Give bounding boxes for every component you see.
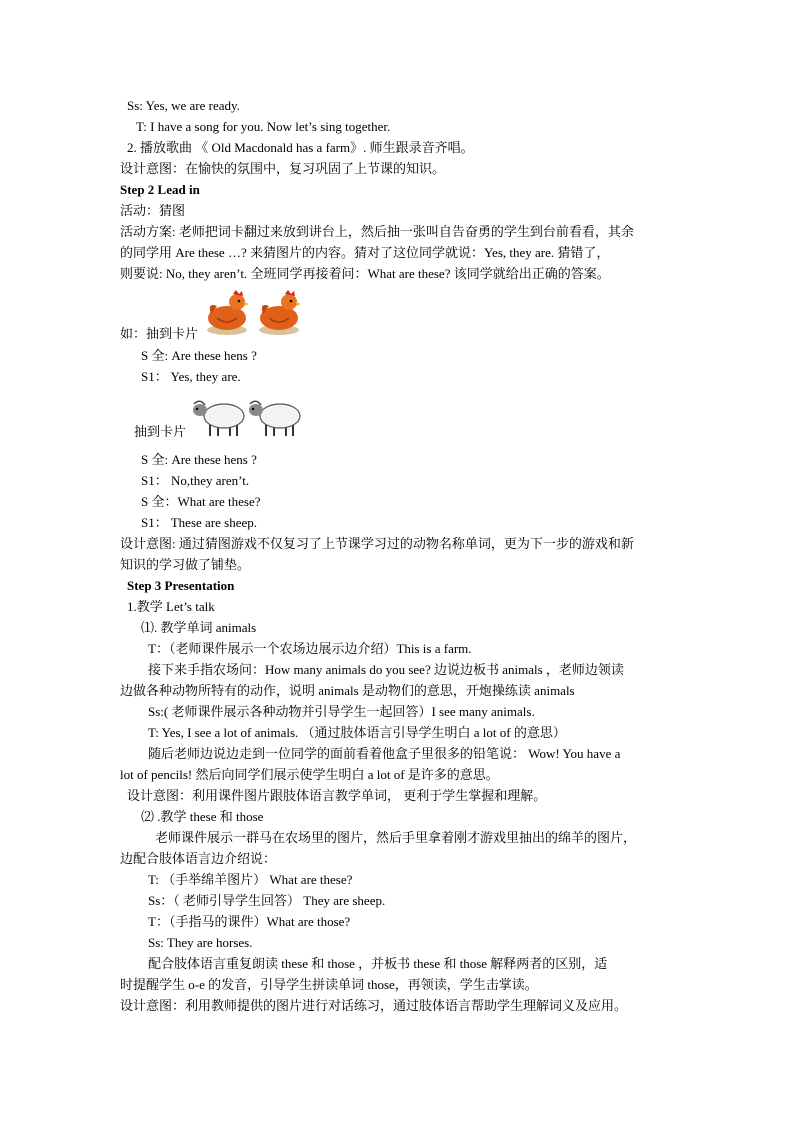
- text-line: Ss：（ 老师引导学生回答） They are sheep.: [148, 893, 386, 908]
- text-line: 边配合肢体语言边介绍说：: [120, 851, 277, 866]
- text-line: 接下来手指农场问：How many animals do you see? 边说边板书 animals ，老师边领读: [148, 662, 624, 677]
- text-line: T: Yes, I see a lot of animals. （通过肢体语言引导学生明白 a lot of 的意思）: [148, 725, 566, 740]
- text-line: lot of pencils! 然后向同学们展示使学生明白 a lot of 是许多的意思。: [120, 767, 499, 782]
- sheep-icon: [193, 401, 244, 436]
- text-line: 1.教学 Let’s talk: [127, 599, 215, 614]
- design-intent: 设计意图: 通过猜图游戏不仅复习了上节课学习过的动物名称单词，更为下一步的游戏和新: [120, 536, 634, 551]
- text-line: 则要说: No, they aren’t. 全班同学再接着问：What are these? 该同学就给出正确的答案。: [120, 266, 610, 281]
- text-line: T: （手举绵羊图片） What are these?: [148, 872, 353, 887]
- hen-card-image: [203, 288, 305, 336]
- text-line: 活动方案: 老师把词卡翻过来放到讲台上，然后抽一张叫自告奋勇的学生到台前看看，其余: [120, 224, 634, 239]
- text-line: T: I have a song for you. Now let’s sing together.: [136, 119, 391, 134]
- text-line: 如：抽到卡片: [120, 326, 199, 341]
- hen-icon: [207, 290, 249, 335]
- text-line: 活动：猜图: [120, 203, 186, 218]
- text-line: 配合肢体语言重复朗读 these 和 those ，并板书 these 和 those 解释两者的区别，适: [148, 956, 608, 971]
- text-line: S 全: Are these hens ?: [141, 452, 257, 467]
- hen-icon: [259, 290, 301, 335]
- sheep-card-image: [190, 396, 302, 438]
- text-line: ⑵ .教学 these 和 those: [141, 809, 264, 824]
- design-intent: 设计意图：利用课件图片跟肢体语言教学单词， 更利于学生掌握和理解。: [127, 788, 547, 803]
- text-line: 的同学用 Are these …? 来猜图片的内容。猜对了这位同学就说：Yes, they are. 猜错了，: [120, 245, 610, 260]
- text-line: T：（手指马的课件）What are those?: [148, 914, 351, 929]
- text-line: S 全：What are these?: [141, 494, 261, 509]
- text-line: ⑴. 教学单词 animals: [141, 620, 257, 635]
- text-line: 时提醒学生 o-e 的发音，引导学生拼读单词 those，再领读，学生击掌读。: [120, 977, 538, 992]
- step-heading: Step 2 Lead in: [120, 182, 200, 197]
- text-line: 2. 播放歌曲 《 Old Macdonald has a farm》. 师生跟录音齐唱。: [127, 140, 474, 155]
- sheep-icon: [249, 401, 300, 436]
- design-intent: 设计意图：利用教师提供的图片进行对话练习，通过肢体语言帮助学生理解词义及应用。: [120, 998, 628, 1013]
- text-line: S1： No,they aren’t.: [141, 473, 250, 488]
- text-line: 老师课件展示一群马在农场里的图片，然后手里拿着刚才游戏里抽出的绵羊的图片，: [155, 830, 637, 845]
- text-line: T：（老师课件展示一个农场边展示边介绍）This is a farm.: [148, 641, 472, 656]
- text-line: S1： These are sheep.: [141, 515, 258, 530]
- text-line: 知识的学习做了铺垫。: [120, 557, 251, 572]
- text-line: Ss:( 老师课件展示各种动物并引导学生一起回答）I see many animals.: [148, 704, 535, 719]
- text-line: 边做各种动物所特有的动作，说明 animals 是动物们的意思，开炮操练读 animals: [120, 683, 575, 698]
- text-line: S 全: Are these hens ?: [141, 348, 257, 363]
- text-line: 随后老师边说边走到一位同学的面前看着他盒子里很多的铅笔说： Wow! You have a: [148, 746, 621, 761]
- text-line: Ss: Yes, we are ready.: [127, 98, 240, 113]
- text-line: Ss: They are horses.: [148, 935, 253, 950]
- design-intent: 设计意图：在愉快的氛围中，复习巩固了上节课的知识。: [120, 161, 446, 176]
- step-heading: Step 3 Presentation: [127, 578, 235, 593]
- text-line: 抽到卡片: [134, 424, 187, 439]
- text-line: S1： Yes, they are.: [141, 369, 241, 384]
